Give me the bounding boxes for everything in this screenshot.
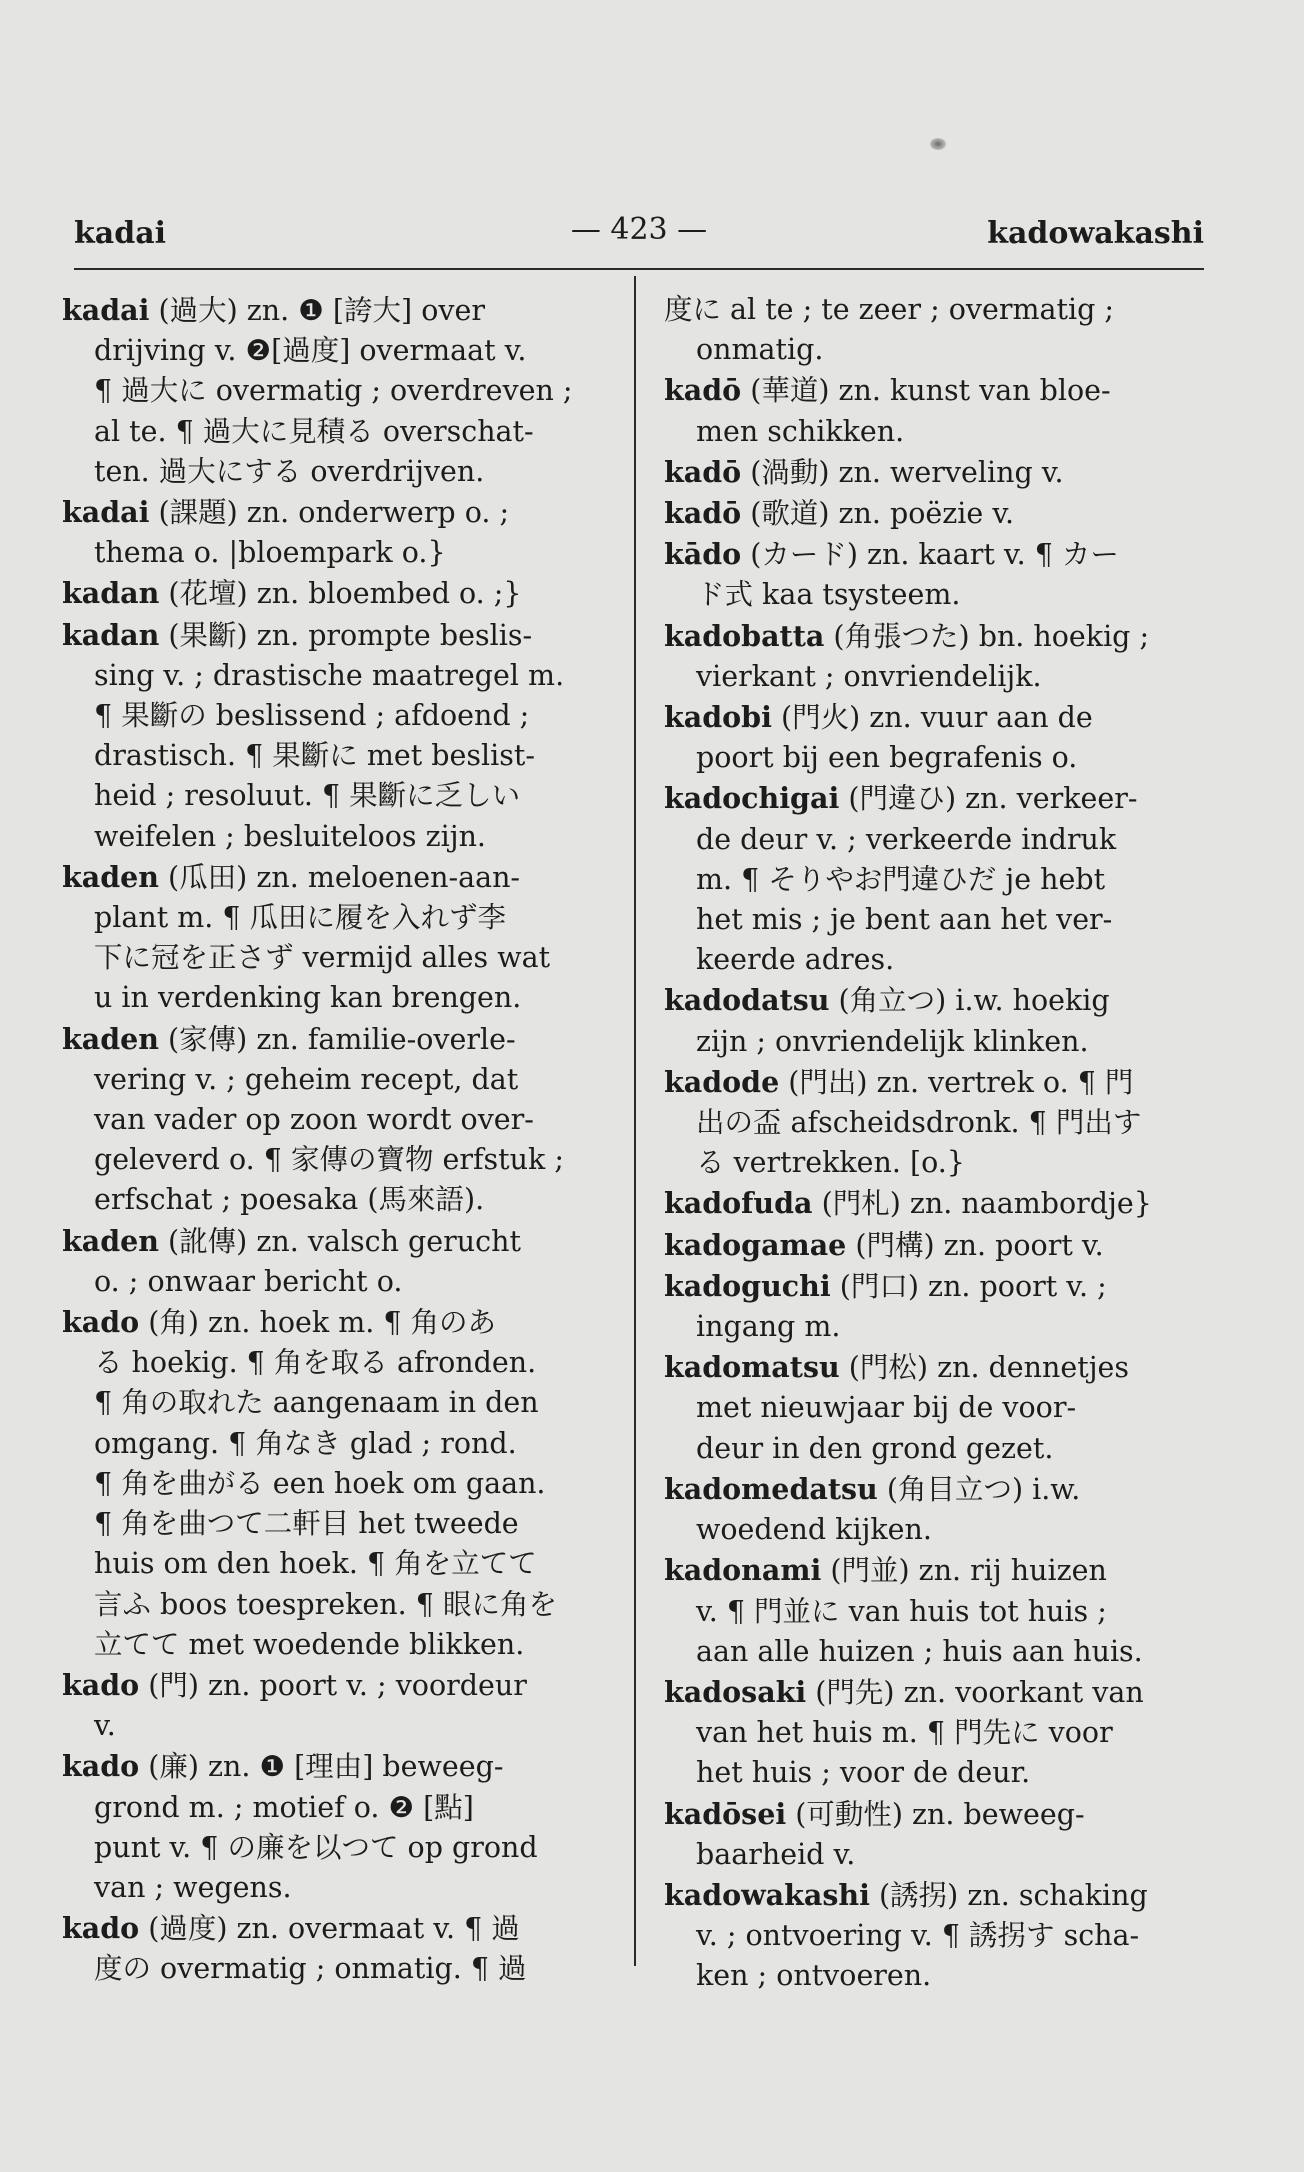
entry-first-line: kadan (果斷) zn. prompte beslis- — [62, 617, 533, 652]
entry-first-line: kadō (華道) zn. kunst van bloe- — [664, 373, 1111, 408]
entry-continuation-line: grond m. ; motief o. ❷ [點] — [94, 1790, 474, 1824]
entry-continuation-line: ¶ 過大に overmatig ; overdreven ; — [94, 374, 573, 408]
dictionary-entry — [664, 1225, 1216, 1266]
headword: kadō — [664, 373, 742, 408]
entry-first-line: kadobatta (角張つた) bn. hoekig ; — [664, 618, 1150, 653]
dictionary-entry — [664, 1062, 1216, 1184]
entry-continuation-line: drastisch. ¶ 果斷に met beslist- — [94, 739, 535, 773]
entry-continuation-line: deur in den grond gezet. — [696, 1431, 1054, 1465]
headword: kadan — [62, 617, 160, 652]
entry-continuation-line: met nieuwjaar bij de voor- — [696, 1391, 1077, 1425]
dictionary-entry — [664, 697, 1216, 778]
dictionary-entry — [664, 1794, 1216, 1875]
entry-first-line: kaden (瓜田) zn. meloenen-aan- — [62, 859, 521, 894]
headword: kadobi — [664, 700, 772, 735]
entry-first-line: kadochigai (門違ひ) zn. verkeer- — [664, 781, 1138, 816]
entry-first-line: kadōsei (可動性) zn. beweeg- — [664, 1796, 1085, 1831]
entry-first-line: kādo (カード) zn. kaart v. ¶ カー — [664, 537, 1119, 572]
entry-continuation-line: men schikken. — [696, 414, 905, 448]
entry-continuation-line: van ; wegens. — [94, 1870, 292, 1904]
dictionary-entry — [664, 778, 1216, 980]
entry-continuation-line: v. ¶ 門並に van huis tot huis ; — [696, 1594, 1107, 1628]
entry-continuation-line: onmatig. — [696, 333, 824, 367]
entry-first-line: kadowakashi (誘拐) zn. schaking — [664, 1877, 1148, 1912]
dictionary-entry — [62, 1221, 614, 1302]
entry-continuation-line: v. — [94, 1709, 116, 1743]
entry-continuation-line: vering v. ; geheim recept, dat — [94, 1062, 519, 1096]
entry-first-line: kadomedatsu (角目立つ) i.w. — [664, 1471, 1081, 1506]
entry-continuation-line: aan alle huizen ; huis aan huis. — [696, 1634, 1143, 1668]
dictionary-entry — [664, 980, 1216, 1061]
entry-continuation-line: al te. ¶ 過大に見積る overschat- — [94, 414, 534, 448]
dictionary-entry — [664, 1469, 1216, 1550]
headword: kadonami — [664, 1553, 822, 1588]
entry-first-line: kado (廉) zn. ❶ [理由] beweeg- — [62, 1749, 504, 1784]
right-column — [664, 290, 1216, 1997]
entry-continuation-line: 言ふ boos toespreken. ¶ 眼に角を — [94, 1587, 557, 1621]
entry-continuation-line: de deur v. ; verkeerde indruk — [696, 822, 1117, 856]
dictionary-entry — [62, 1019, 614, 1221]
entry-continuation-line: ¶ 果斷の beslissend ; afdoend ; — [94, 699, 530, 733]
entry-continuation-line: u in verdenking kan brengen. — [94, 981, 522, 1015]
headword: kado — [62, 1305, 140, 1340]
entry-first-line: kaden (家傳) zn. familie-overle- — [62, 1021, 516, 1056]
headword: kadowakashi — [664, 1877, 870, 1912]
entry-continuation-line: plant m. ¶ 瓜田に履を入れず李 — [94, 901, 507, 935]
dictionary-entry — [62, 1746, 614, 1908]
dictionary-entry — [664, 1550, 1216, 1672]
entry-first-line: kadodatsu (角立つ) i.w. hoekig — [664, 983, 1110, 1018]
entry-continuation-line: る hoekig. ¶ 角を取る afronden. — [94, 1346, 537, 1380]
entry-first-line: kado (角) zn. hoek m. ¶ 角のあ — [62, 1305, 497, 1340]
header-rule — [74, 268, 1204, 270]
dictionary-entry — [62, 290, 614, 492]
entry-continuation-line: baarheid v. — [696, 1837, 856, 1871]
headword: kadofuda — [664, 1186, 813, 1221]
entry-continuation-line: m. ¶ そりやお門違ひだ je hebt — [696, 862, 1106, 896]
headword: kaden — [62, 1021, 159, 1056]
entry-continuation-line: sing v. ; drastische maatregel m. — [94, 658, 565, 692]
entry-continuation-line: 立てて met woedende blikken. — [94, 1627, 525, 1661]
entry-first-line: kadode (門出) zn. vertrek o. ¶ 門 — [664, 1064, 1134, 1099]
headword: kado — [62, 1911, 140, 1946]
headword: kado — [62, 1749, 140, 1784]
dictionary-entry — [664, 1266, 1216, 1347]
entry-continuation-line: 度の overmatig ; onmatig. ¶ 過 — [94, 1952, 527, 1986]
entry-continuation-line: ken ; ontvoeren. — [696, 1959, 932, 1993]
entry-continuation-line: thema o. |bloempark o.} — [94, 536, 446, 570]
entry-continuation-line: omgang. ¶ 角なき glad ; rond. — [94, 1426, 517, 1460]
entry-continuation-line: ド式 kaa tsysteem. — [696, 578, 961, 612]
headword: kadan — [62, 576, 160, 611]
dictionary-entry — [62, 1665, 614, 1746]
entry-first-line: kadoguchi (門口) zn. poort v. ; — [664, 1268, 1107, 1303]
entry-continuation-line: ¶ 角を曲つて二軒目 het tweede — [94, 1507, 519, 1541]
entry-continuation-line: weifelen ; besluiteloos zijn. — [94, 819, 486, 853]
dictionary-entry — [664, 1672, 1216, 1794]
dictionary-entry — [62, 573, 614, 614]
headword: kadochigai — [664, 781, 840, 816]
dictionary-entry — [62, 1302, 614, 1665]
entry-continuation-line: ten. 過大にする overdrijven. — [94, 454, 485, 488]
headword: kadosaki — [664, 1674, 807, 1709]
dictionary-entry — [62, 1908, 614, 1989]
entry-first-line: 度に al te ; te zeer ; overmatig ; — [664, 293, 1114, 326]
entry-first-line: kadonami (門並) zn. rij huizen — [664, 1553, 1107, 1588]
dictionary-entry — [62, 615, 614, 857]
entry-first-line: kadai (過大) zn. ❶ [誇大] over — [62, 293, 485, 327]
entry-continuation-line: o. ; onwaar bericht o. — [94, 1264, 403, 1298]
dictionary-entry — [664, 1183, 1216, 1224]
dictionary-entry — [664, 616, 1216, 697]
entry-continuation-line: huis om den hoek. ¶ 角を立てて — [94, 1547, 537, 1581]
headword: kādo — [664, 537, 742, 572]
entry-continuation-line: v. ; ontvoering v. ¶ 誘拐す scha- — [696, 1919, 1140, 1953]
entry-continuation-line: het huis ; voor de deur. — [696, 1756, 1031, 1790]
entry-first-line: kadosaki (門先) zn. voorkant van — [664, 1674, 1144, 1709]
dictionary-entry — [664, 493, 1216, 534]
headword: kadōsei — [664, 1796, 787, 1831]
dictionary-entry — [664, 452, 1216, 493]
entry-first-line: kadō (歌道) zn. poëzie v. — [664, 496, 1015, 531]
entry-first-line: kadan (花壇) zn. bloembed o. ;} — [62, 576, 522, 611]
entry-continuation-line: het mis ; je bent aan het ver- — [696, 903, 1113, 937]
headword: kadomatsu — [664, 1350, 840, 1385]
entry-continuation-line: erfschat ; poesaka (馬來語). — [94, 1183, 485, 1217]
entry-continuation-line: ingang m. — [696, 1310, 841, 1344]
entry-first-line: kadai (課題) zn. onderwerp o. ; — [62, 495, 510, 530]
page-number: — 423 — — [570, 212, 708, 247]
entry-continuation-line: 下に冠を正さず vermijd alles wat — [94, 941, 551, 975]
dictionary-entry — [62, 492, 614, 573]
headword: kadogamae — [664, 1227, 847, 1262]
entry-continuation-line: poort bij een begrafenis o. — [696, 741, 1078, 775]
left-column — [62, 290, 614, 1990]
dictionary-entry — [664, 1875, 1216, 1997]
dictionary-entry — [664, 370, 1216, 451]
headword: kadodatsu — [664, 983, 830, 1018]
headword: kadode — [664, 1064, 780, 1099]
entry-first-line: kaden (訛傳) zn. valsch gerucht — [62, 1223, 521, 1258]
entry-first-line: kadogamae (門構) zn. poort v. — [664, 1227, 1104, 1262]
entry-continuation-line: zijn ; onvriendelijk klinken. — [696, 1024, 1089, 1058]
dictionary-entry — [664, 534, 1216, 615]
entry-first-line: kadofuda (門札) zn. naambordje} — [664, 1186, 1152, 1221]
header-last-word: kadowakashi — [987, 216, 1204, 251]
headword: kaden — [62, 1223, 159, 1258]
ink-spot — [930, 138, 946, 150]
dictionary-entry — [62, 857, 614, 1019]
entry-continuation-line: heid ; resoluut. ¶ 果斷に乏しい — [94, 779, 521, 813]
entry-continuation-line: van het huis m. ¶ 門先に voor — [696, 1716, 1113, 1750]
entry-continuation-line: keerde adres. — [696, 943, 895, 977]
entry-continuation-line: woedend kijken. — [696, 1513, 932, 1547]
column-divider — [634, 276, 636, 1966]
entry-continuation-line: punt v. ¶ の廉を以つて op grond — [94, 1830, 538, 1864]
headword: kadobatta — [664, 618, 825, 653]
header-first-word: kadai — [74, 216, 167, 251]
entry-continuation-line: van vader op zoon wordt over- — [94, 1103, 534, 1137]
entry-first-line: kadobi (門火) zn. vuur aan de — [664, 700, 1093, 735]
dictionary-entry — [664, 290, 1216, 370]
entry-continuation-line: 出の盃 afscheidsdronk. ¶ 門出す — [696, 1106, 1142, 1140]
headword: kadoguchi — [664, 1268, 831, 1303]
entry-continuation-line: ¶ 角の取れた aangenaam in den — [94, 1386, 539, 1420]
entry-continuation-line: る vertrekken. [o.} — [696, 1146, 965, 1180]
headword: kadai — [62, 495, 150, 530]
entry-first-line: kadomatsu (門松) zn. dennetjes — [664, 1350, 1130, 1385]
entry-first-line: kado (門) zn. poort v. ; voordeur — [62, 1667, 527, 1702]
entry-continuation-line: geleverd o. ¶ 家傳の寶物 erfstuk ; — [94, 1143, 564, 1177]
headword: kado — [62, 1667, 140, 1702]
headword: kadō — [664, 496, 742, 531]
headword: kadai — [62, 293, 150, 327]
page-header — [74, 208, 1204, 258]
entry-first-line: kado (過度) zn. overmaat v. ¶ 過 — [62, 1911, 520, 1946]
entry-continuation-line: vierkant ; onvriendelijk. — [696, 659, 1042, 693]
entry-continuation-line: ¶ 角を曲がる een hoek om gaan. — [94, 1466, 546, 1500]
headword: kaden — [62, 859, 159, 894]
headword: kadō — [664, 454, 742, 489]
headword: kadomedatsu — [664, 1471, 878, 1506]
dictionary-entry — [664, 1347, 1216, 1469]
entry-continuation-line: drijving v. ❷[過度] overmaat v. — [94, 334, 527, 368]
entry-first-line: kadō (渦動) zn. werveling v. — [664, 454, 1064, 489]
